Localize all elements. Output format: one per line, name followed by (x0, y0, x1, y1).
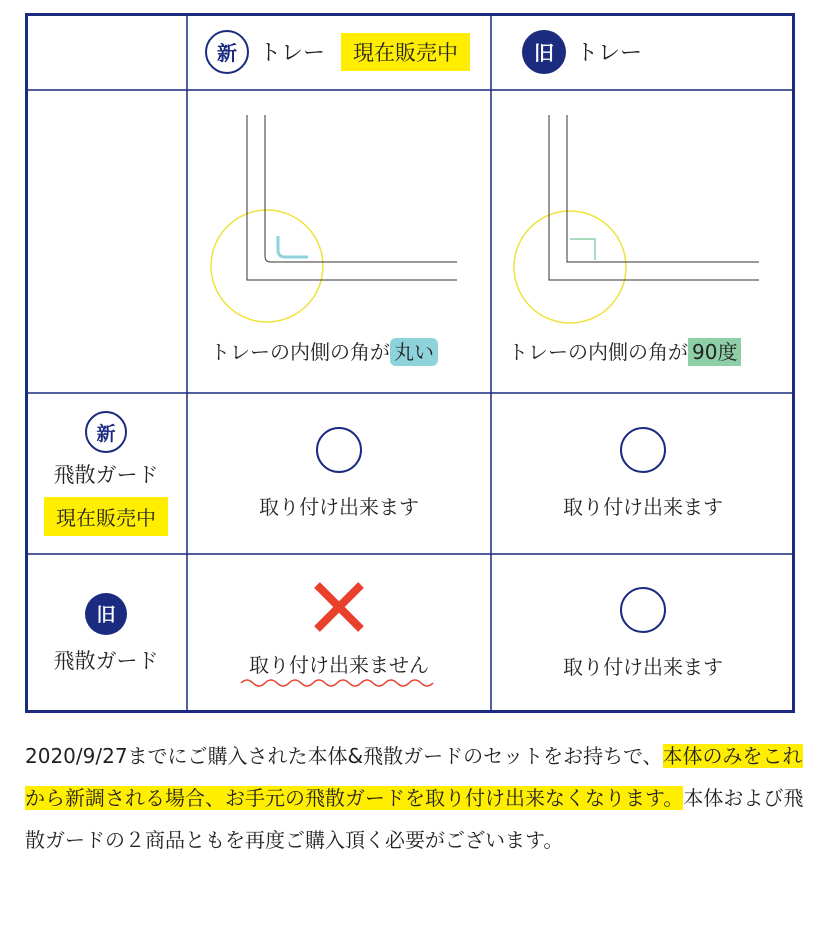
circle-ok-icon (620, 587, 666, 633)
cross-icon (311, 579, 367, 635)
new-tray-caption: トレーの内側の角が 丸い (210, 336, 438, 365)
new-tray-label: トレー (259, 41, 326, 66)
result-text: 取り付け出来ます (563, 495, 723, 519)
header-new-tray (205, 13, 470, 90)
old-badge: 旧 (85, 593, 127, 635)
old-badge: 旧 (522, 30, 566, 74)
result-text: 取り付け出来ます (563, 655, 723, 679)
result-text: 取り付け出来ます (259, 495, 419, 519)
wavy-underline-icon (239, 678, 439, 688)
guard-label: 飛散ガード (53, 648, 159, 673)
notice-part-3: 本体および飛散ガードの２商品ともを再度ご購入頂く必要がございます。 (25, 786, 804, 852)
cell-old-guard-new-tray (187, 554, 491, 713)
row-label-new-guard (25, 393, 187, 554)
new-badge: 新 (85, 411, 127, 453)
on-sale-tag: 現在販売中 (44, 497, 168, 536)
circle-ok-icon (620, 427, 666, 473)
header-old-tray (522, 13, 642, 90)
notice-highlight: 本体のみをこれから新調される場合、お手元の飛散ガードを取り付け出来なくなります。 (25, 744, 803, 810)
on-sale-tag: 現在販売中 (341, 33, 470, 71)
new-badge: 新 (205, 30, 249, 74)
result-text: 取り付け出来ません (249, 653, 429, 677)
guard-label: 飛散ガード (53, 463, 159, 487)
row-label-old-guard (25, 554, 187, 713)
old-tray-caption: トレーの内側の角が 90度 (508, 336, 741, 365)
square-highlight: 90度 (688, 338, 741, 366)
focus-circle-icon (211, 210, 323, 322)
old-tray-label: トレー (576, 41, 643, 66)
compatibility-table (25, 13, 795, 713)
rounded-highlight: 丸い (390, 338, 438, 366)
cell-new-guard-new-tray (187, 393, 491, 554)
circle-ok-icon (316, 427, 362, 473)
focus-circle-icon (514, 211, 626, 323)
cell-old-guard-old-tray (491, 554, 795, 713)
notice-part-1: 2020/9/27までにご購入された本体&飛散ガードのセットをお持ちで、 (25, 744, 663, 768)
cell-new-guard-old-tray (491, 393, 795, 554)
rounded-corner-icon (278, 236, 308, 257)
notice-text (25, 735, 805, 861)
right-angle-icon (570, 239, 595, 260)
